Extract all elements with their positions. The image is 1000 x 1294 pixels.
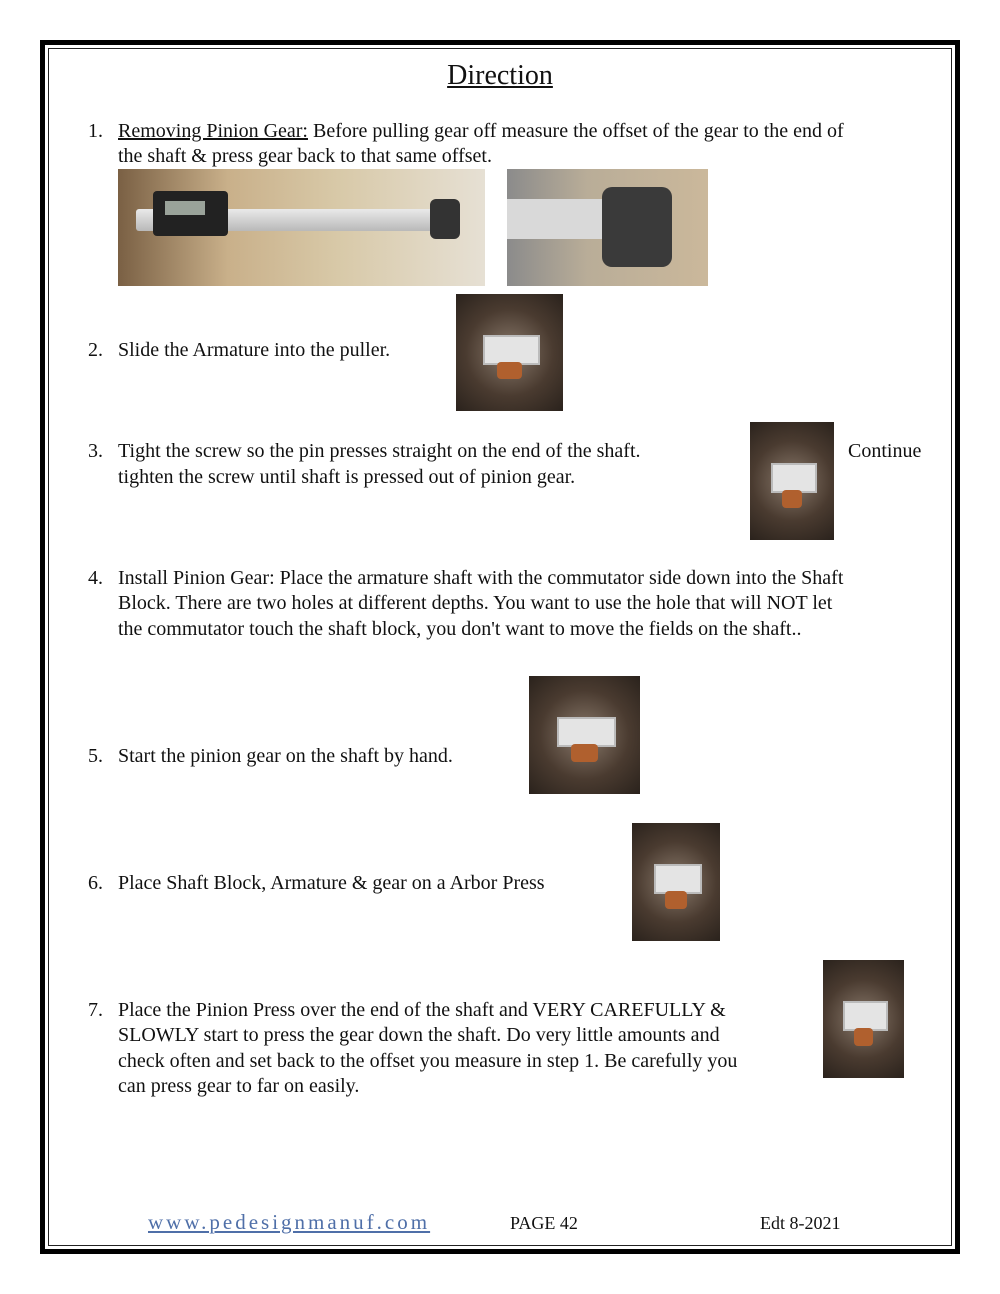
step-5-line-1: Start the pinion gear on the shaft by hand.	[118, 745, 453, 767]
step-7-number: 7.	[88, 999, 103, 1021]
step-2-number: 2.	[88, 339, 103, 361]
website-link[interactable]: www.pedesignmanuf.com	[148, 1210, 431, 1234]
step-3-number: 3.	[88, 440, 103, 462]
step-1-number: 1.	[88, 120, 103, 142]
step-4-line-3: the commutator touch the shaft block, you don't want to move the fields on the shaft..	[118, 618, 802, 640]
step-6-number: 6.	[88, 872, 103, 894]
armature-in-puller-photo	[456, 294, 563, 411]
step-7-line-1: Place the Pinion Press over the end of the shaft and VERY CAREFULLY &	[118, 999, 726, 1021]
step-2-line-1: Slide the Armature into the puller.	[118, 339, 391, 361]
step-4-line-2: Block. There are two holes at different depths. You want to use the hole that will NOT let	[118, 592, 833, 614]
step-3-line-1: Tight the screw so the pin presses straight on the end of the shaft.	[118, 440, 641, 462]
edition-label: Edt 8-2021	[760, 1213, 841, 1233]
pinion-on-shaft-photo	[529, 676, 640, 794]
step-4-line-1: Install Pinion Gear: Place the armature shaft with the commutator side down into the Shaft	[118, 567, 844, 589]
pinion-press-photo	[823, 960, 904, 1078]
puller-screw-photo	[750, 422, 834, 540]
step-5-number: 5.	[88, 745, 103, 767]
step-4-number: 4.	[88, 567, 103, 589]
step-3-line-2: tighten the screw until shaft is pressed out of pinion gear.	[118, 466, 576, 488]
step-1-line-2: the shaft & press gear back to that same offset.	[118, 145, 492, 167]
page-title: Direction	[447, 60, 553, 91]
caliper-measurement-photo	[118, 169, 485, 286]
page-number: PAGE 42	[510, 1213, 578, 1233]
step-3-line-1-continued: Continue	[848, 440, 922, 462]
step-1-text: Before pulling gear off measure the offset of the gear to the end of	[307, 120, 844, 142]
step-7-line-4: can press gear to far on easily.	[118, 1075, 360, 1097]
step-1-heading: Removing Pinion Gear:	[118, 120, 308, 142]
armature-closeup-photo	[507, 169, 708, 286]
arbor-press-photo	[632, 823, 720, 941]
step-7-line-2: SLOWLY start to press the gear down the shaft. Do very little amounts and	[118, 1024, 720, 1046]
step-1-line-1	[118, 119, 844, 145]
step-6-line-1: Place Shaft Block, Armature & gear on a Arbor Press	[118, 872, 545, 894]
step-7-line-3: check often and set back to the offset you measure in step 1. Be carefully you	[118, 1050, 738, 1072]
